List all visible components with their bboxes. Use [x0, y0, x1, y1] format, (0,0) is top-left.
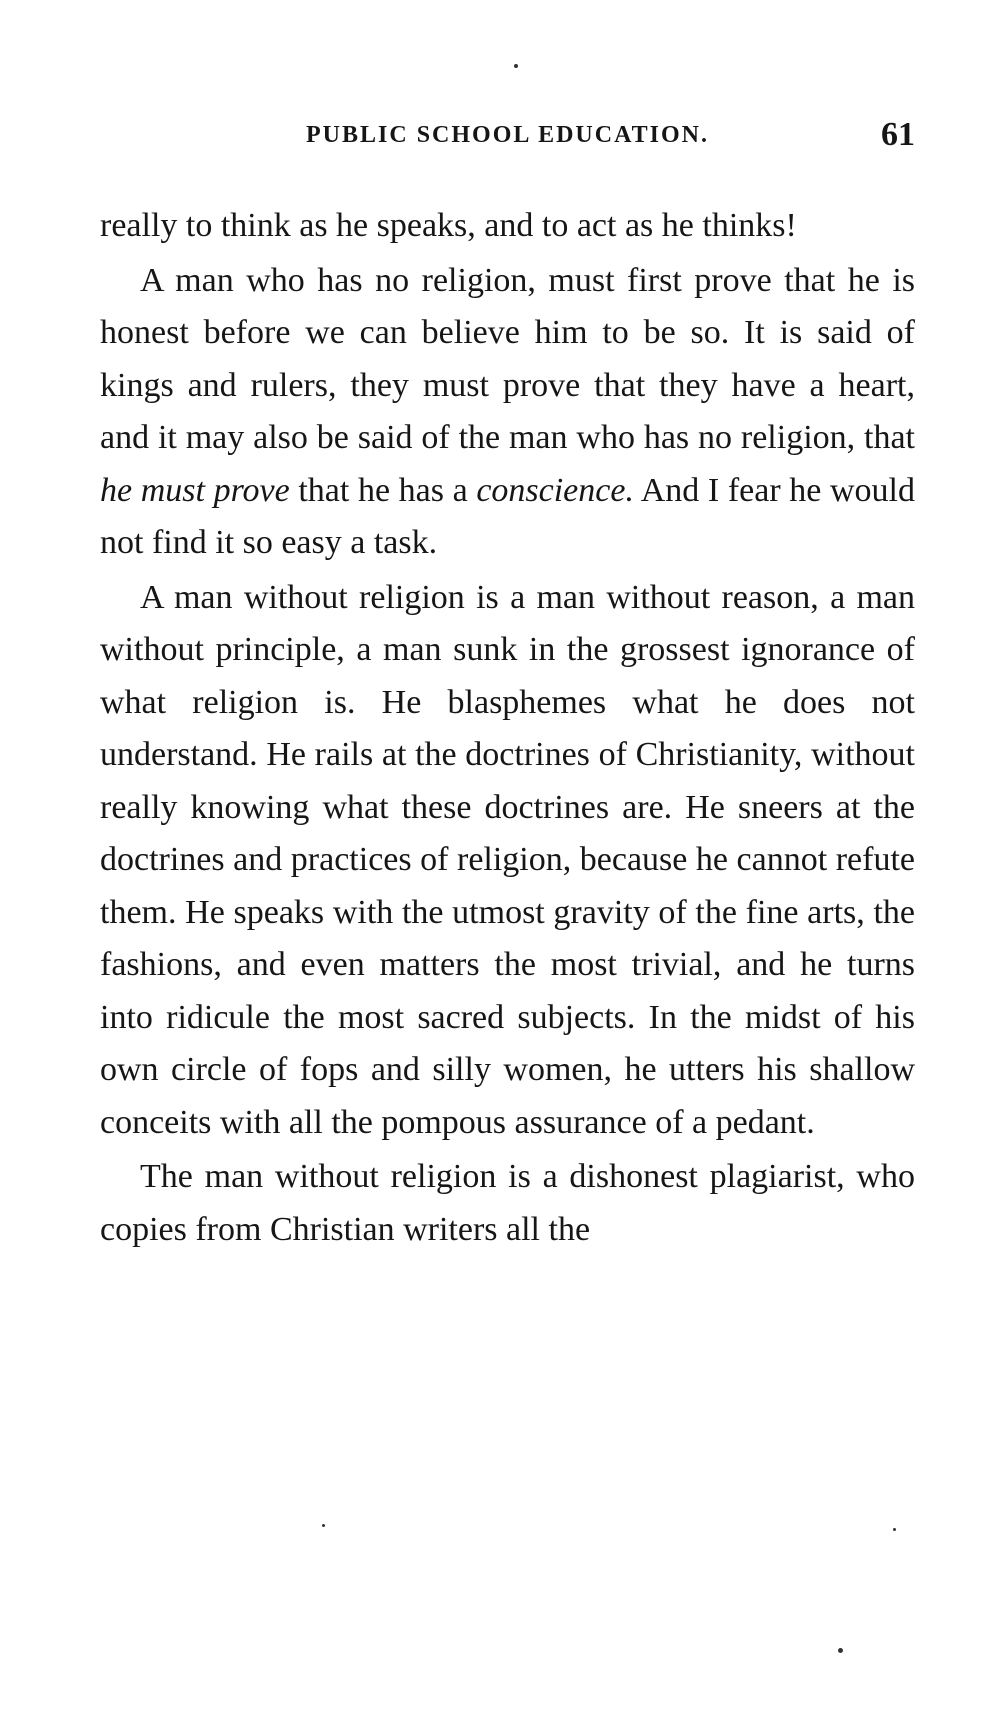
italic-text-segment: he must prove — [100, 471, 290, 509]
paragraph-continuation — [100, 200, 915, 253]
text-segment: And I fear he would not find it so easy a task. — [100, 471, 915, 561]
text-segment: A man without religion is a man without reason, a man without principle, a man sunk in the grossest ignorance of what religion is. He blasphemes what he does not understand. He rails at the doctrines of Christianity, without really knowing what these doctrines are. He sneers at the doctrines and practices of religion, because he cannot refute them. He speaks with the utmost gravity of the fine arts, the fashions, and even matters the most trivial, and he turns into ridicule the most sacred subjects. In the midst of his own circle of fops and silly women, he utters his shallow conceits with all the pompous assurance of a pedant. — [100, 578, 915, 1141]
page-header — [100, 116, 915, 156]
scan-speck — [322, 1524, 325, 1527]
italic-text-segment: conscience. — [476, 471, 634, 509]
scan-speck — [893, 1528, 896, 1531]
scan-speck — [838, 1648, 843, 1653]
running-title: PUBLIC SCHOOL EDUCATION. — [306, 122, 709, 148]
text-segment: really to think as he speaks, and to act as he thinks! — [100, 207, 797, 244]
paragraph — [100, 255, 915, 570]
scan-speck — [514, 64, 518, 68]
text-segment: that he has a — [289, 471, 477, 509]
body-text — [100, 200, 915, 1256]
paragraph — [100, 1151, 915, 1256]
text-segment: A man who has no religion, must first prove that he is honest before we can believe him to be so. It is said of kings and rulers, they must prove that they have a heart, and it may also be said of the man who has no religion, that — [100, 261, 915, 456]
page-number: 61 — [881, 116, 915, 153]
text-segment: The man without religion is a dishonest plagiarist, who copies from Christian writers all the — [100, 1158, 915, 1248]
paragraph — [100, 572, 915, 1150]
